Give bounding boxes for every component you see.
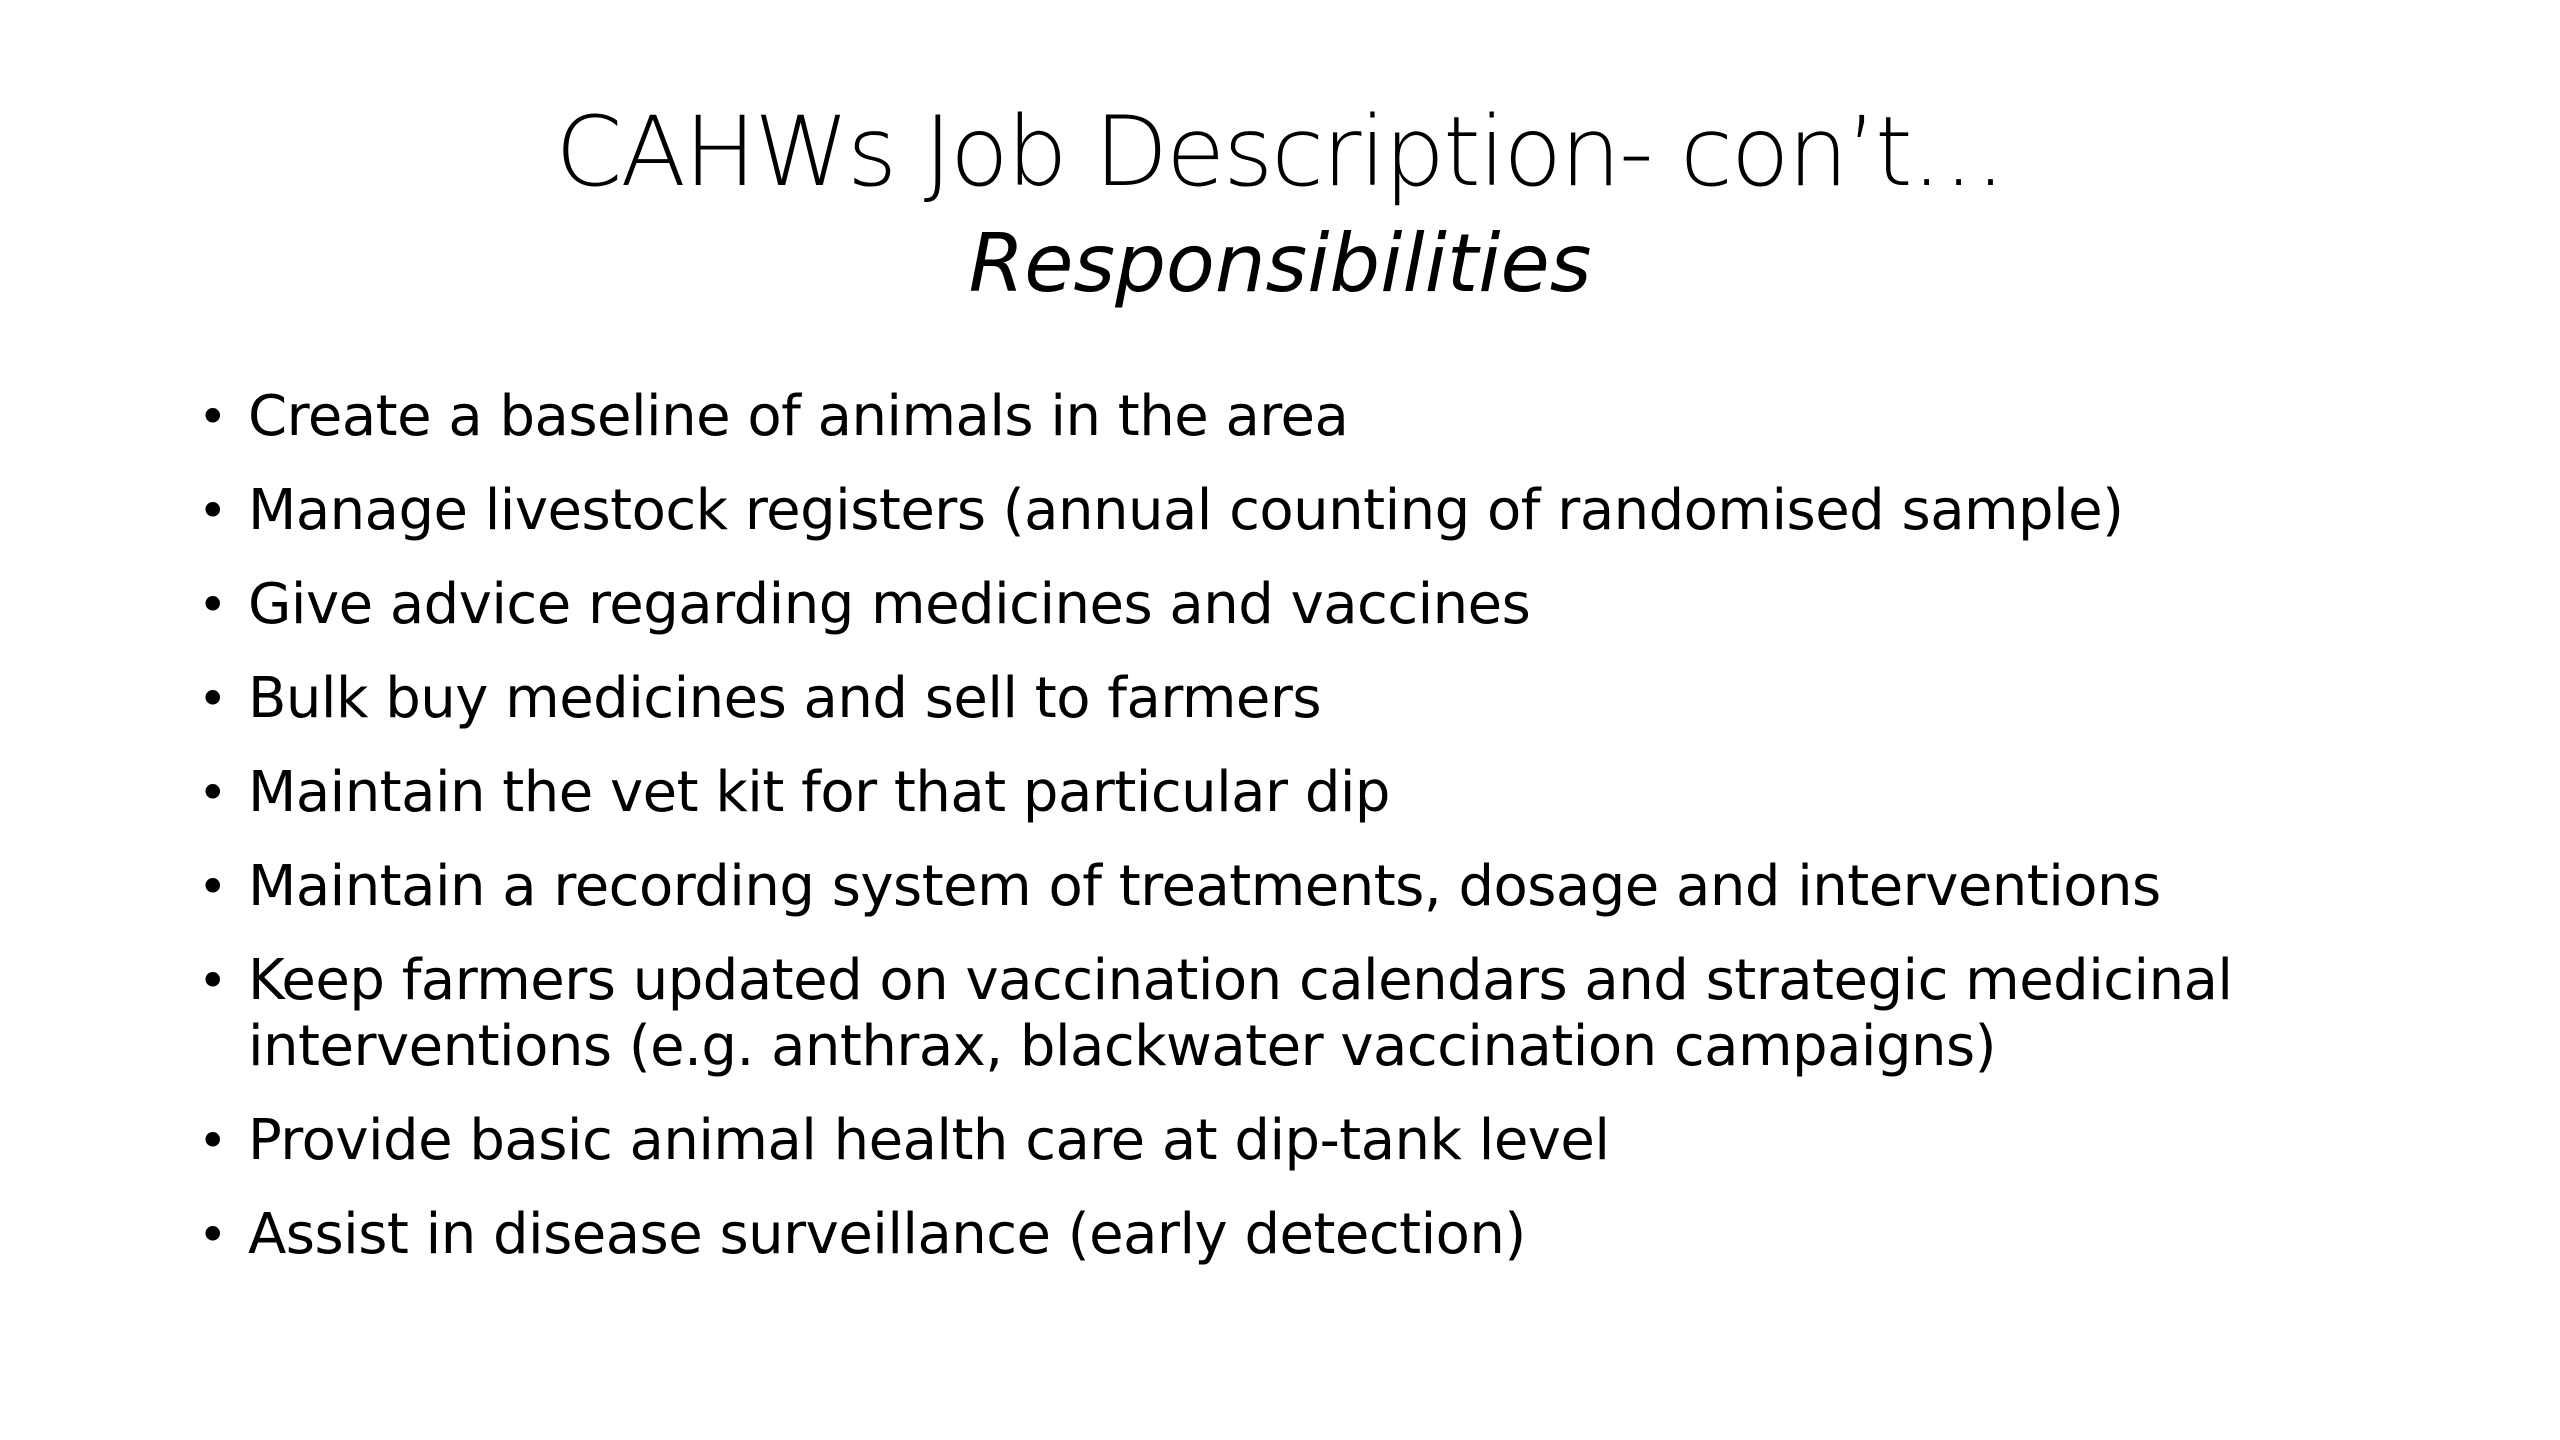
bullet-text: Assist in disease surveillance (early detection) xyxy=(248,1202,1526,1267)
bullet-item xyxy=(190,760,2430,826)
bullet-text: Create a baseline of animals in the area xyxy=(248,384,1349,449)
bullet-text: Manage livestock registers (annual counting of randomised sample) xyxy=(248,478,2124,543)
bullet-icon: • xyxy=(198,576,227,634)
bullet-item xyxy=(190,1108,2430,1174)
bullet-text: Bulk buy medicines and sell to farmers xyxy=(248,666,1322,731)
title-block xyxy=(0,92,2560,316)
bullet-text: Give advice regarding medicines and vaccines xyxy=(248,572,1531,637)
bullet-icon: • xyxy=(198,1206,227,1264)
bullet-item xyxy=(190,854,2430,920)
bullet-item xyxy=(190,948,2430,1080)
bullet-icon: • xyxy=(198,482,227,540)
bullet-item xyxy=(190,1202,2430,1268)
bullet-icon: • xyxy=(198,670,227,728)
slide-subtitle: Responsibilities xyxy=(968,217,1592,310)
bullet-text: Keep farmers updated on vaccination calendars and strategic medicinal interventions (e.g. anthrax, blackwater vaccination campaigns) xyxy=(248,948,2233,1079)
bullet-icon: • xyxy=(198,858,227,916)
bullet-item xyxy=(190,666,2430,732)
bullet-icon: • xyxy=(198,1112,227,1170)
bullet-text: Maintain the vet kit for that particular dip xyxy=(248,760,1390,825)
bullet-item xyxy=(190,572,2430,638)
bullet-text: Provide basic animal health care at dip-tank level xyxy=(248,1108,1610,1173)
bullet-icon: • xyxy=(198,388,227,446)
bullet-list xyxy=(190,384,2430,1296)
slide-title: CAHWs Job Description- con’t… xyxy=(555,96,2005,208)
bullet-text: Maintain a recording system of treatments, dosage and interventions xyxy=(248,854,2161,919)
bullet-item xyxy=(190,384,2430,450)
bullet-icon: • xyxy=(198,952,227,1010)
bullet-icon: • xyxy=(198,764,227,822)
bullet-item xyxy=(190,478,2430,544)
